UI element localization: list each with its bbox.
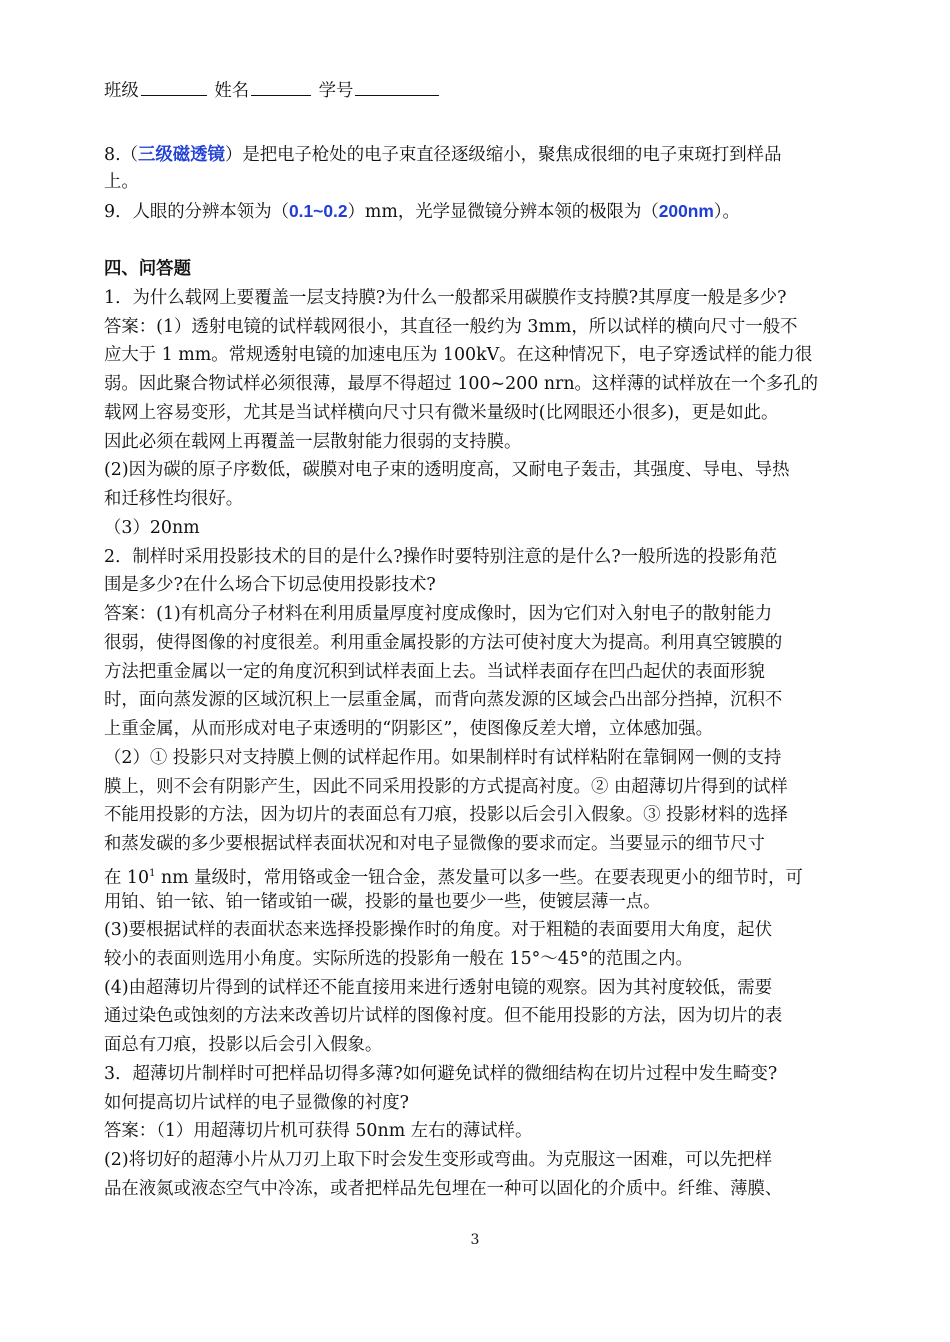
text-fragment: nm 量级时，常用铬或金一钮合金，蒸发量可以多一些。在要表现更小的细节时，可 <box>155 867 803 888</box>
q9-answer-1: 0.1~0.2 <box>288 201 348 221</box>
class-label: 班级 <box>104 81 139 101</box>
q8-prefix: 8.（ <box>104 145 138 165</box>
id-label: 学号 <box>318 81 354 101</box>
text-line: 品在液氮或液态空气中冷冻，或者把样品先包埋在一种可以固化的介质中。纤维、薄膜、 <box>104 1179 783 1199</box>
class-blank <box>141 77 207 96</box>
text-line: 用铂、铂一铱、铂一锗或铂一碳，投影的量也要少一些，使镀层薄一点。 <box>104 892 661 912</box>
name-label: 姓名 <box>214 81 250 101</box>
text-line: 和迁移性均很好。 <box>104 489 244 509</box>
q9-prefix: 9．人眼的分辨本领为（ <box>104 202 289 222</box>
text-line: 不能用投影的方法，因为切片的表面总有刀痕，投影以后会引入假象。③ 投影材料的选择 <box>104 805 788 825</box>
text-line: (3)要根据试样的表面状态来选择投影操作时的角度。对于粗糙的表面要用大角度，起伏 <box>104 920 773 940</box>
text-line: 上重金属，从而形成对电子束透明的“阴影区”，使图像反差大增，立体感加强。 <box>104 719 714 739</box>
question-9 <box>104 199 740 225</box>
q9-suffix: ）。 <box>713 202 740 222</box>
text-line: (2)因为碳的原子序数低，碳膜对电子束的透明度高，又耐电子轰击，其强度、导电、导热 <box>104 460 790 480</box>
text-line: （2）① 投影只对支持膜上侧的试样起作用。如果制样时有试样粘附在靠铜网一侧的支持 <box>104 748 782 768</box>
text-line: 弱。因此聚合物试样必须很薄，最厚不得超过 100~200 nrn。这样薄的试样放在一个多孔的 <box>104 374 819 394</box>
text-line: (4)由超薄切片得到的试样还不能直接用来进行透射电镜的观察。因为其衬度较低，需要 <box>104 978 773 998</box>
text-line: 答案：(1）透射电镜的试样载网很小，其直径一般约为 3mm，所以试样的横向尺寸一般不 <box>104 317 798 337</box>
text-line: 很弱，使得图像的衬度很差。利用重金属投影的方法可使衬度大为提高。利用真空镀膜的 <box>104 633 783 653</box>
text-line <box>104 861 803 891</box>
text-line: 答案：(1)有机高分子材料在利用质量厚度衬度成像时，因为它们对入射电子的散射能力 <box>104 604 773 624</box>
text-line: 答案：（1）用超薄切片机可获得 50nm 左右的薄试样。 <box>104 1121 533 1141</box>
text-line: 因此必须在载网上再覆盖一层散射能力很弱的支持膜。 <box>104 432 522 452</box>
q8-text: ）是把电子枪处的电子束直径逐级缩小，聚焦成很细的电子束斑打到样品 <box>224 145 782 165</box>
id-blank <box>355 77 439 96</box>
text-line: 3．超薄切片制样时可把样品切得多薄?如何避免试样的微细结构在切片过程中发生畸变? <box>104 1064 778 1084</box>
student-info-header <box>104 77 441 104</box>
q9-mid: ）mm，光学显微镜分辨本领的极限为（ <box>347 202 659 222</box>
text-line: 面总有刀痕，投影以后会引入假象。 <box>104 1035 383 1055</box>
page-number: 3 <box>470 1232 480 1248</box>
text-line: 和蒸发碳的多少要根据试样表面状况和对电子显微像的要求而定。当要显示的细节尺寸 <box>104 834 765 854</box>
text-line: 膜上，则不会有阴影产生，因此不同采用投影的方式提高衬度。② 由超薄切片得到的试样 <box>104 777 788 797</box>
question-8 <box>104 142 781 168</box>
text-line: 较小的表面则选用小角度。实际所选的投影角一般在 15°～45°的范围之内。 <box>104 949 693 969</box>
name-blank <box>251 77 311 96</box>
text-line: 时，面向蒸发源的区域沉积上一层重金属，而背向蒸发源的区域会凸出部分挡掉，沉积不 <box>104 690 783 710</box>
text-line: 应大于 1 mm。常规透射电镜的加速电压为 100kV。在这种情况下，电子穿透试样的能力很 <box>104 345 813 365</box>
q8-answer: 三级磁透镜 <box>137 144 225 164</box>
text-fragment: 在 10 <box>104 867 150 888</box>
question-8-cont: 上。 <box>104 172 139 192</box>
text-line: （3）20nm <box>104 518 200 538</box>
text-line: 1．为什么载网上要覆盖一层支持膜?为什么一般都采用碳膜作支持膜?其厚度一般是多少? <box>104 288 787 308</box>
text-line: 通过染色或蚀刻的方法来改善切片试样的图像衬度。但不能用投影的方法，因为切片的表 <box>104 1006 783 1026</box>
section-title: 四、问答题 <box>104 259 191 279</box>
text-line: (2)将切好的超薄小片从刀刃上取下时会发生变形或弯曲。为克服这一困难，可以先把样 <box>104 1150 773 1170</box>
text-line: 2．制样时采用投影技术的目的是什么?操作时要特别注意的是什么?一般所选的投影角范 <box>104 547 778 567</box>
q9-answer-2: 200nm <box>658 201 714 221</box>
text-line: 方法把重金属以一定的角度沉积到试样表面上去。当试样表面存在凹凸起伏的表面形貌 <box>104 662 765 682</box>
text-line: 围是多少?在什么场合下切忌使用投影技术? <box>104 575 436 595</box>
text-line: 如何提高切片试样的电子显微像的衬度? <box>104 1093 409 1113</box>
text-line: 载网上容易变形，尤其是当试样横向尺寸只有微米量级时(比网眼还小很多)，更是如此。 <box>104 403 779 423</box>
superscript: 1 <box>149 868 156 879</box>
